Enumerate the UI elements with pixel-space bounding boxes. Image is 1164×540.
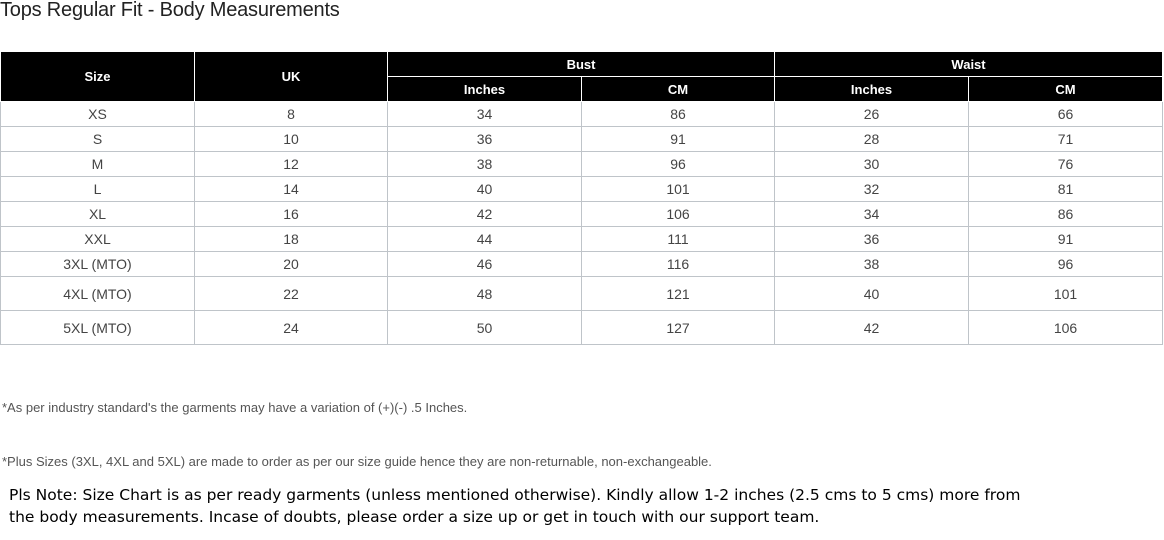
cell-waist-inches: 32 <box>775 177 969 202</box>
header-waist: Waist <box>775 52 1163 77</box>
cell-bust-inches: 38 <box>388 152 582 177</box>
header-size: Size <box>1 52 195 102</box>
cell-size: L <box>1 177 195 202</box>
cell-bust-inches: 46 <box>388 252 582 277</box>
table-row <box>1 227 1163 252</box>
size-chart-table <box>0 51 1163 345</box>
table-row <box>1 311 1163 345</box>
cell-waist-inches: 34 <box>775 202 969 227</box>
table-row <box>1 127 1163 152</box>
cell-uk: 10 <box>195 127 388 152</box>
cell-bust-inches: 36 <box>388 127 582 152</box>
cell-waist-cm: 86 <box>969 202 1163 227</box>
cell-bust-cm: 111 <box>582 227 775 252</box>
cell-waist-inches: 26 <box>775 102 969 127</box>
cell-waist-inches: 42 <box>775 311 969 345</box>
variation-note: *As per industry standard's the garments may have a variation of (+)(-) .5 Inches. <box>2 400 468 415</box>
header-bust-inches: Inches <box>388 77 582 102</box>
cell-waist-inches: 30 <box>775 152 969 177</box>
cell-waist-cm: 91 <box>969 227 1163 252</box>
table-row <box>1 202 1163 227</box>
cell-bust-cm: 106 <box>582 202 775 227</box>
header-bust: Bust <box>388 52 775 77</box>
header-bust-cm: CM <box>582 77 775 102</box>
cell-uk: 14 <box>195 177 388 202</box>
cell-bust-cm: 96 <box>582 152 775 177</box>
table-row <box>1 277 1163 311</box>
cell-uk: 8 <box>195 102 388 127</box>
header-waist-inches: Inches <box>775 77 969 102</box>
plus-sizes-note: *Plus Sizes (3XL, 4XL and 5XL) are made to order as per our size guide hence they are non-returnable, non-exchangeable. <box>2 454 712 469</box>
cell-uk: 22 <box>195 277 388 311</box>
cell-waist-cm: 106 <box>969 311 1163 345</box>
size-chart-note: Pls Note: Size Chart is as per ready garments (unless mentioned otherwise). Kindly allow 1-2 inches (2.5 cms to 5 cms) more from the body measurements. Incase of doubts, please order a size up or get in touch with our support team. <box>9 486 1021 526</box>
cell-bust-cm: 127 <box>582 311 775 345</box>
cell-size: XXL <box>1 227 195 252</box>
header-uk: UK <box>195 52 388 102</box>
cell-bust-inches: 42 <box>388 202 582 227</box>
cell-bust-cm: 101 <box>582 177 775 202</box>
table-row <box>1 102 1163 127</box>
cell-waist-cm: 101 <box>969 277 1163 311</box>
cell-waist-cm: 96 <box>969 252 1163 277</box>
cell-waist-inches: 36 <box>775 227 969 252</box>
table-row <box>1 177 1163 202</box>
cell-uk: 24 <box>195 311 388 345</box>
cell-uk: 20 <box>195 252 388 277</box>
cell-bust-inches: 48 <box>388 277 582 311</box>
cell-bust-inches: 44 <box>388 227 582 252</box>
cell-size: M <box>1 152 195 177</box>
cell-size: XL <box>1 202 195 227</box>
cell-waist-cm: 81 <box>969 177 1163 202</box>
cell-waist-inches: 28 <box>775 127 969 152</box>
cell-bust-inches: 40 <box>388 177 582 202</box>
cell-bust-cm: 86 <box>582 102 775 127</box>
cell-uk: 18 <box>195 227 388 252</box>
cell-bust-inches: 34 <box>388 102 582 127</box>
page-title: Tops Regular Fit - Body Measurements <box>0 0 340 21</box>
cell-bust-cm: 121 <box>582 277 775 311</box>
cell-waist-cm: 71 <box>969 127 1163 152</box>
header-waist-cm: CM <box>969 77 1163 102</box>
cell-size: 5XL (MTO) <box>1 311 195 345</box>
cell-waist-cm: 76 <box>969 152 1163 177</box>
cell-size: XS <box>1 102 195 127</box>
cell-bust-cm: 116 <box>582 252 775 277</box>
cell-uk: 16 <box>195 202 388 227</box>
cell-size: 3XL (MTO) <box>1 252 195 277</box>
cell-uk: 12 <box>195 152 388 177</box>
cell-size: S <box>1 127 195 152</box>
cell-waist-inches: 38 <box>775 252 969 277</box>
cell-size: 4XL (MTO) <box>1 277 195 311</box>
cell-waist-inches: 40 <box>775 277 969 311</box>
cell-bust-inches: 50 <box>388 311 582 345</box>
cell-bust-cm: 91 <box>582 127 775 152</box>
table-row <box>1 252 1163 277</box>
cell-waist-cm: 66 <box>969 102 1163 127</box>
table-row <box>1 152 1163 177</box>
